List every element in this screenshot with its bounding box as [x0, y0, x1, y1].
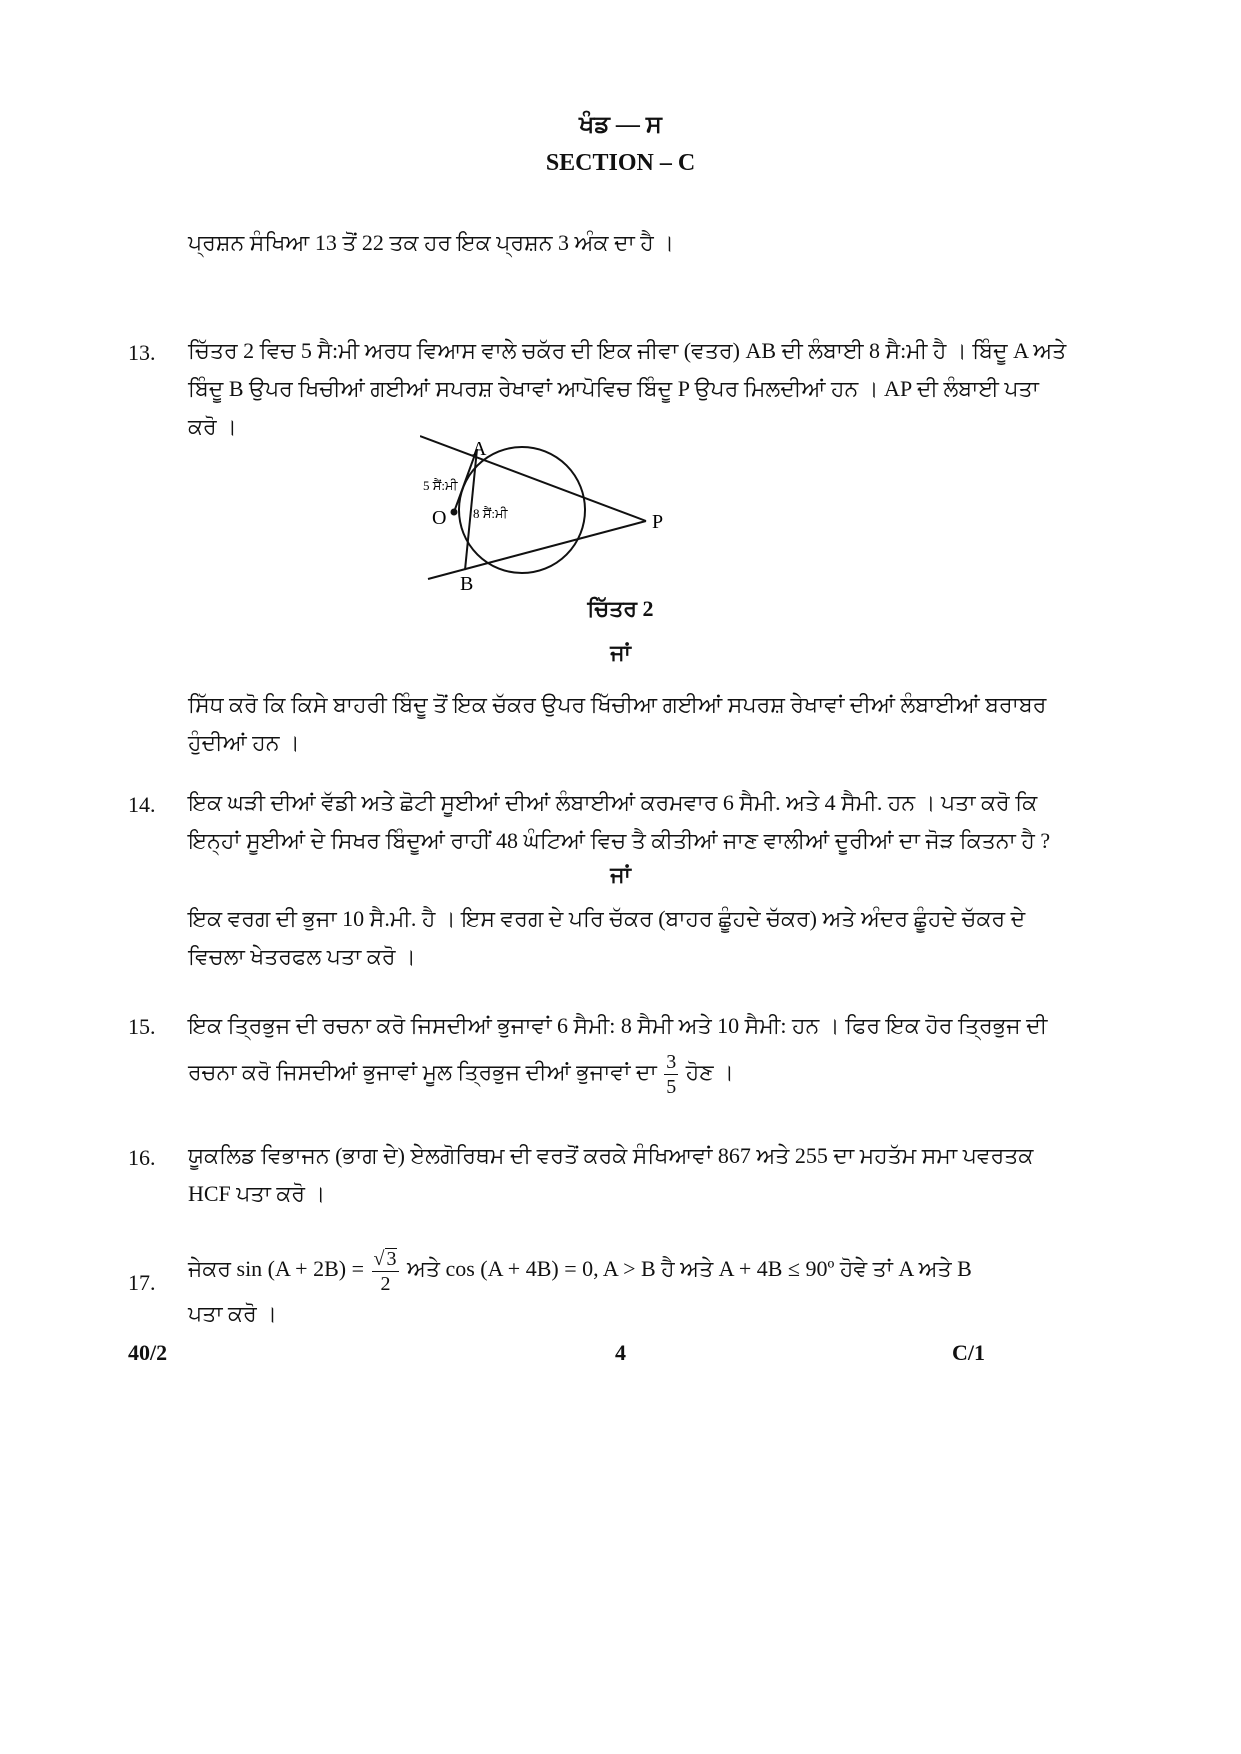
question-14-or: ਜਾਂ	[610, 862, 631, 887]
point-a-label: A	[472, 438, 487, 460]
fraction-denominator: 2	[380, 1273, 391, 1295]
question-17-line-2: ਪਤਾ ਕਰੋ ।	[188, 1301, 278, 1326]
radicand: 3	[386, 1248, 397, 1270]
footer-page-number: 4	[615, 1340, 626, 1365]
question-17-part-1: ਜੇਕਰ sin (A + 2B) =	[188, 1256, 364, 1282]
question-13-or: ਜਾਂ	[610, 640, 631, 665]
question-14-alternative-text: ਇਕ ਵਰਗ ਦੀ ਭੁਜਾ 10 ਸੈ.ਮੀ. ਹੈ । ਇਸ ਵਰਗ ਦੇ ਪਰਿ ਚੱਕਰ (ਬਾਹਰ ਛੂੰਹਦੇ ਚੱਕਰ) ਅਤੇ ਅੰਦਰ ਛੂੰਹਦੇ ਚੱਕਰ ਦੇ ਵਿਚਲਾ ਖੇਤਰਫਲ ਪਤਾ ਕਰੋ ।	[188, 906, 1026, 969]
question-17-text	[188, 1248, 1068, 1334]
question-13-alternative-text: ਸਿੱਧ ਕਰੋ ਕਿ ਕਿਸੇ ਬਾਹਰੀ ਬਿੰਦੂ ਤੋਂ ਇਕ ਚੱਕਰ ਉਪਰ ਖਿੱਚੀਆ ਗਈਆਂ ਸਪਰਸ਼ ਰੇਖਾਵਾਂ ਦੀਆਂ ਲੰਬਾਈਆਂ ਬਰਾਬਰ ਹੁੰਦੀਆਂ ਹਨ ।	[188, 692, 1047, 755]
question-17-part-2: ਅਤੇ cos (A + 4B) = 0, A > B ਹੈ ਅਤੇ A + 4B ≤ 90º ਹੋਵੇ ਤਾਂ A ਅਤੇ B	[406, 1256, 972, 1282]
figure-2-caption: ਚਿੱਤਰ 2	[587, 596, 654, 621]
footer-set: C/1	[952, 1340, 985, 1365]
question-15-number: 15.	[128, 1014, 156, 1039]
point-p-label: P	[652, 511, 664, 533]
question-16-number: 16.	[128, 1145, 156, 1170]
question-15-line-2-start: ਰਚਨਾ ਕਰੋ ਜਿਸਦੀਆਂ ਭੁਜਾਵਾਂ ਮੂਲ ਤ੍ਰਿਭੁਜ ਦੀਆਂ ਭੁਜਾਵਾਂ ਦਾ	[188, 1059, 657, 1085]
point-o-label: O	[432, 507, 447, 529]
figure-2-tangent-diagram	[420, 430, 760, 602]
fraction-three-fifths	[664, 1052, 678, 1097]
question-15-line-2-end: ਹੋਣ ।	[685, 1059, 734, 1085]
question-16-text: ਯੂਕਲਿਡ ਵਿਭਾਜਨ (ਭਾਗ ਦੇ) ਏਲਗੋਰਿਥਮ ਦੀ ਵਰਤੋਂ ਕਰਕੇ ਸੰਖਿਆਵਾਂ 867 ਅਤੇ 255 ਦਾ ਮਹਤੱਮ ਸਮਾ ਪਵਰਤਕ HCF ਪਤਾ ਕਰੋ ।	[188, 1143, 1034, 1206]
point-b-label: B	[460, 573, 474, 595]
question-14-number: 14.	[128, 792, 156, 817]
section-english-title: SECTION – C	[545, 150, 696, 176]
chord-length-label: 8 ਸੈਂ:ਮੀ	[473, 506, 508, 521]
footer-code: 40/2	[128, 1340, 168, 1365]
section-punjabi-title: ਖੰਡ — ਸ	[579, 112, 662, 138]
fraction-numerator: 3	[666, 1051, 677, 1073]
question-15-line-2	[188, 1052, 1068, 1097]
fraction-denominator: 5	[666, 1076, 677, 1098]
question-15-text	[188, 1006, 1068, 1097]
centre-point	[451, 509, 458, 516]
fraction-numerator-root: √ 3	[372, 1248, 400, 1272]
question-14-text: ਇਕ ਘੜੀ ਦੀਆਂ ਵੱਡੀ ਅਤੇ ਛੋਟੀ ਸੂਈਆਂ ਦੀਆਂ ਲੰਬਾਈਆਂ ਕਰਮਵਾਰ 6 ਸੈਮੀ. ਅਤੇ 4 ਸੈਮੀ. ਹਨ । ਪਤਾ ਕਰੋ ਕਿ ਇਨ੍ਹਾਂ ਸੂਈਆਂ ਦੇ ਸਿਖਰ ਬਿੰਦੂਆਂ ਰਾਹੀਂ 48 ਘੰਟਿਆਂ ਵਿਚ ਤੈ ਕੀਤੀਆਂ ਜਾਣ ਵਾਲੀਆਂ ਦੂਰੀਆਂ ਦਾ ਜੋੜ ਕਿਤਨਾ ਹੈ ?	[188, 790, 1051, 853]
radius-length-label: 5 ਸੈਂ:ਮੀ	[423, 478, 458, 493]
question-17-line-1	[188, 1248, 1068, 1294]
question-17-number: 17.	[128, 1270, 156, 1295]
question-13-text: ਚਿੱਤਰ 2 ਵਿਚ 5 ਸੈ:ਮੀ ਅਰਧ ਵਿਆਸ ਵਾਲੇ ਚਕੱਰ ਦੀ ਇਕ ਜੀਵਾ (ਵਤਰ) AB ਦੀ ਲੰਬਾਈ 8 ਸੈ:ਮੀ ਹੈ । ਬਿੰਦੂ A ਅਤੇ ਬਿੰਦੂ B ਉਪਰ ਖਿਚੀਆਂ ਗਈਆਂ ਸਪਰਸ਼ ਰੇਖਾਵਾਂ ਆਪੋਵਿਚ ਬਿੰਦੂ P ਉਪਰ ਮਿਲਦੀਆਂ ਹਨ । AP ਦੀ ਲੰਬਾਈ ਪਤਾ ਕਰੋ ।	[188, 338, 1067, 439]
question-15-line-1: ਇਕ ਤ੍ਰਿਭੁਜ ਦੀ ਰਚਨਾ ਕਰੋ ਜਿਸਦੀਆਂ ਭੁਜਾਵਾਂ 6 ਸੈਮੀ: 8 ਸੈਮੀ ਅਤੇ 10 ਸੈਮੀ: ਹਨ । ਫਿਰ ਇਕ ਹੋਰ ਤ੍ਰਿਭੁਜ ਦੀ	[188, 1013, 1048, 1038]
fraction-root-three-over-two	[372, 1248, 400, 1294]
question-13-number: 13.	[128, 340, 156, 365]
section-instruction: ਪ੍ਰਸ਼ਨ ਸੰਖਿਆ 13 ਤੋਂ 22 ਤਕ ਹਰ ਇਕ ਪ੍ਰਸ਼ਨ 3 ਅੰਕ ਦਾ ਹੈ ।	[188, 230, 675, 255]
